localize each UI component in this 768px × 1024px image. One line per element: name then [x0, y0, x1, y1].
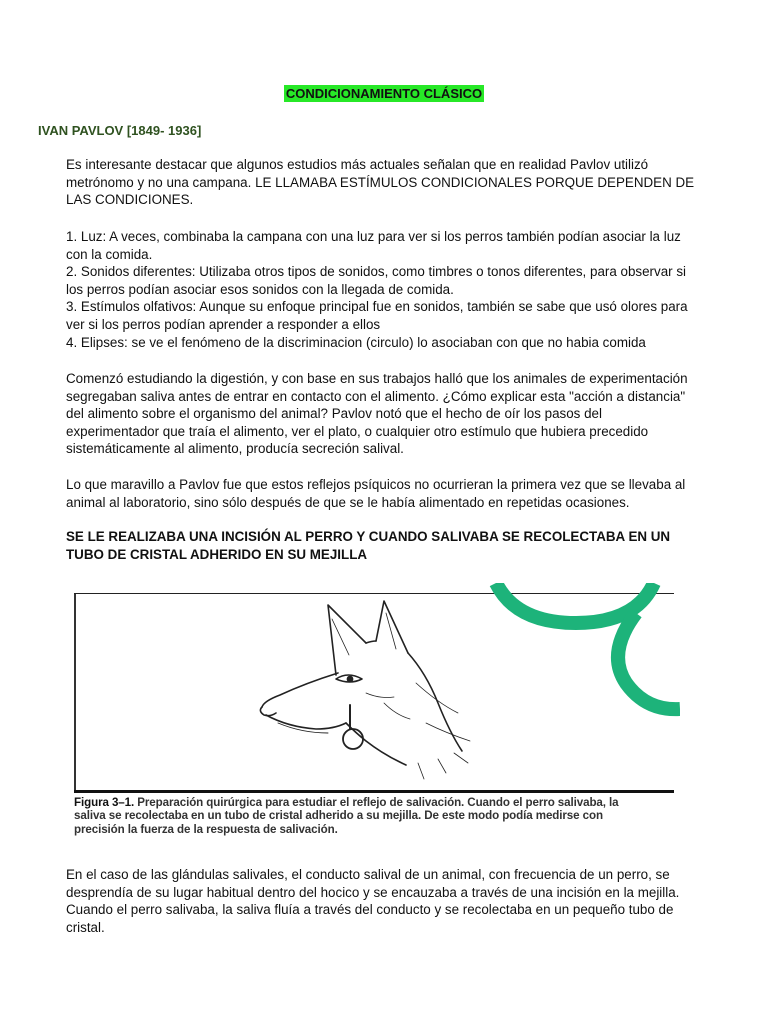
figure-label: Figura 3–1.	[74, 796, 135, 809]
caption-line: precisión la fuerza de la respuesta de salivación.	[74, 822, 338, 836]
text-line: del alimento sobre el organismo del animal? Pavlov notó que el hecho de oír los pasos del	[66, 406, 602, 422]
figure-caption	[74, 796, 678, 836]
list-item: 3. Estímulos olfativos: Aunque su enfoque principal fue en sonidos, también se sabe que usó olores para	[66, 299, 688, 315]
text-line: segregaban saliva antes de entrar en contacto con el alimento. ¿Cómo explicar esta "acción a distancia"	[66, 388, 686, 404]
title-highlight: CONDICIONAMIENTO CLÁSICO	[285, 86, 483, 101]
text-line: sistemáticamente al alimento, producía secreción salival.	[66, 441, 404, 457]
heading-line: TUBO DE CRISTAL ADHERIDO EN SU MEJILLA	[66, 547, 368, 562]
dog-head-illustration	[66, 583, 680, 793]
text-line: En el caso de las glándulas salivales, el conducto salival de un animal, con frecuencia de un perro, se	[66, 867, 670, 882]
stimulus-list	[66, 228, 738, 351]
list-item: 4. Elipses: se ve el fenómeno de la discriminacion (circulo) lo asociaban con que no habia comida	[66, 334, 646, 350]
text-line: Es interesante destacar que algunos estudios más actuales señalan que en realidad Pavlov utilizó	[66, 157, 649, 172]
text-line: Cuando el perro salivaba, la saliva fluía a través del conducto y se recolectaba en un pequeño tubo de	[66, 902, 674, 918]
list-item: 1. Luz: A veces, combinaba la campana con una luz para ver si los perros también podían asociar la luz	[66, 229, 681, 244]
text-line: LAS CONDICIONES.	[66, 192, 194, 208]
list-item: 2. Sonidos diferentes: Utilizaba otros tipos de sonidos, como timbres o tonos diferentes, para observar si	[66, 264, 687, 280]
caption-text: Preparación quirúrgica para estudiar el reflejo de salivación. Cuando el perro salivaba, la	[134, 796, 619, 809]
list-item: los perros podían asociar esos sonidos con la llegada de comida.	[66, 281, 454, 297]
intro-paragraph	[66, 156, 738, 209]
heading-line: SE LE REALIZABA UNA INCISIÓN AL PERRO Y CUANDO SALIVABA SE RECOLECTABA EN UN	[66, 529, 671, 544]
incision-heading	[66, 528, 738, 564]
list-item: con la comida.	[66, 246, 153, 262]
document-title	[0, 86, 768, 101]
text-line: animal al laboratorio, sino sólo después de que se le había alimentado en repetidas ocasiones.	[66, 494, 630, 510]
caption-line	[74, 796, 678, 809]
figure-salivation	[66, 583, 680, 845]
digestion-paragraph	[66, 370, 738, 458]
text-line: desprendía de su lugar habitual dentro del hocico y se encauzaba a través de una incisión en la mejilla.	[66, 884, 680, 900]
text-line: metrónomo y no una campana. LE LLAMABA ESTÍMULOS CONDICIONALES PORQUE DEPENDEN DE	[66, 174, 695, 190]
caption-line: saliva se recolectaba en un tubo de cristal adherido a su mejilla. De este modo podía medirse con	[74, 809, 603, 823]
author-heading: IVAN PAVLOV [1849- 1936]	[38, 123, 202, 138]
text-line: cristal.	[66, 919, 105, 935]
text-line: Comenzó estudiando la digestión, y con base en sus trabajos halló que los animales de experimentación	[66, 371, 688, 386]
text-line: experimentador que traía el alimento, ver el plato, o cualquier otro estímulo que hubiera precedido	[66, 423, 649, 439]
list-item: ver si los perros podían aprender a responder a ellos	[66, 316, 381, 332]
glands-paragraph	[66, 866, 738, 936]
text-line: Lo que maravillo a Pavlov fue que estos reflejos psíquicos no ocurrieran la primera vez que se llevaba al	[66, 477, 686, 492]
reflex-paragraph	[66, 476, 738, 511]
